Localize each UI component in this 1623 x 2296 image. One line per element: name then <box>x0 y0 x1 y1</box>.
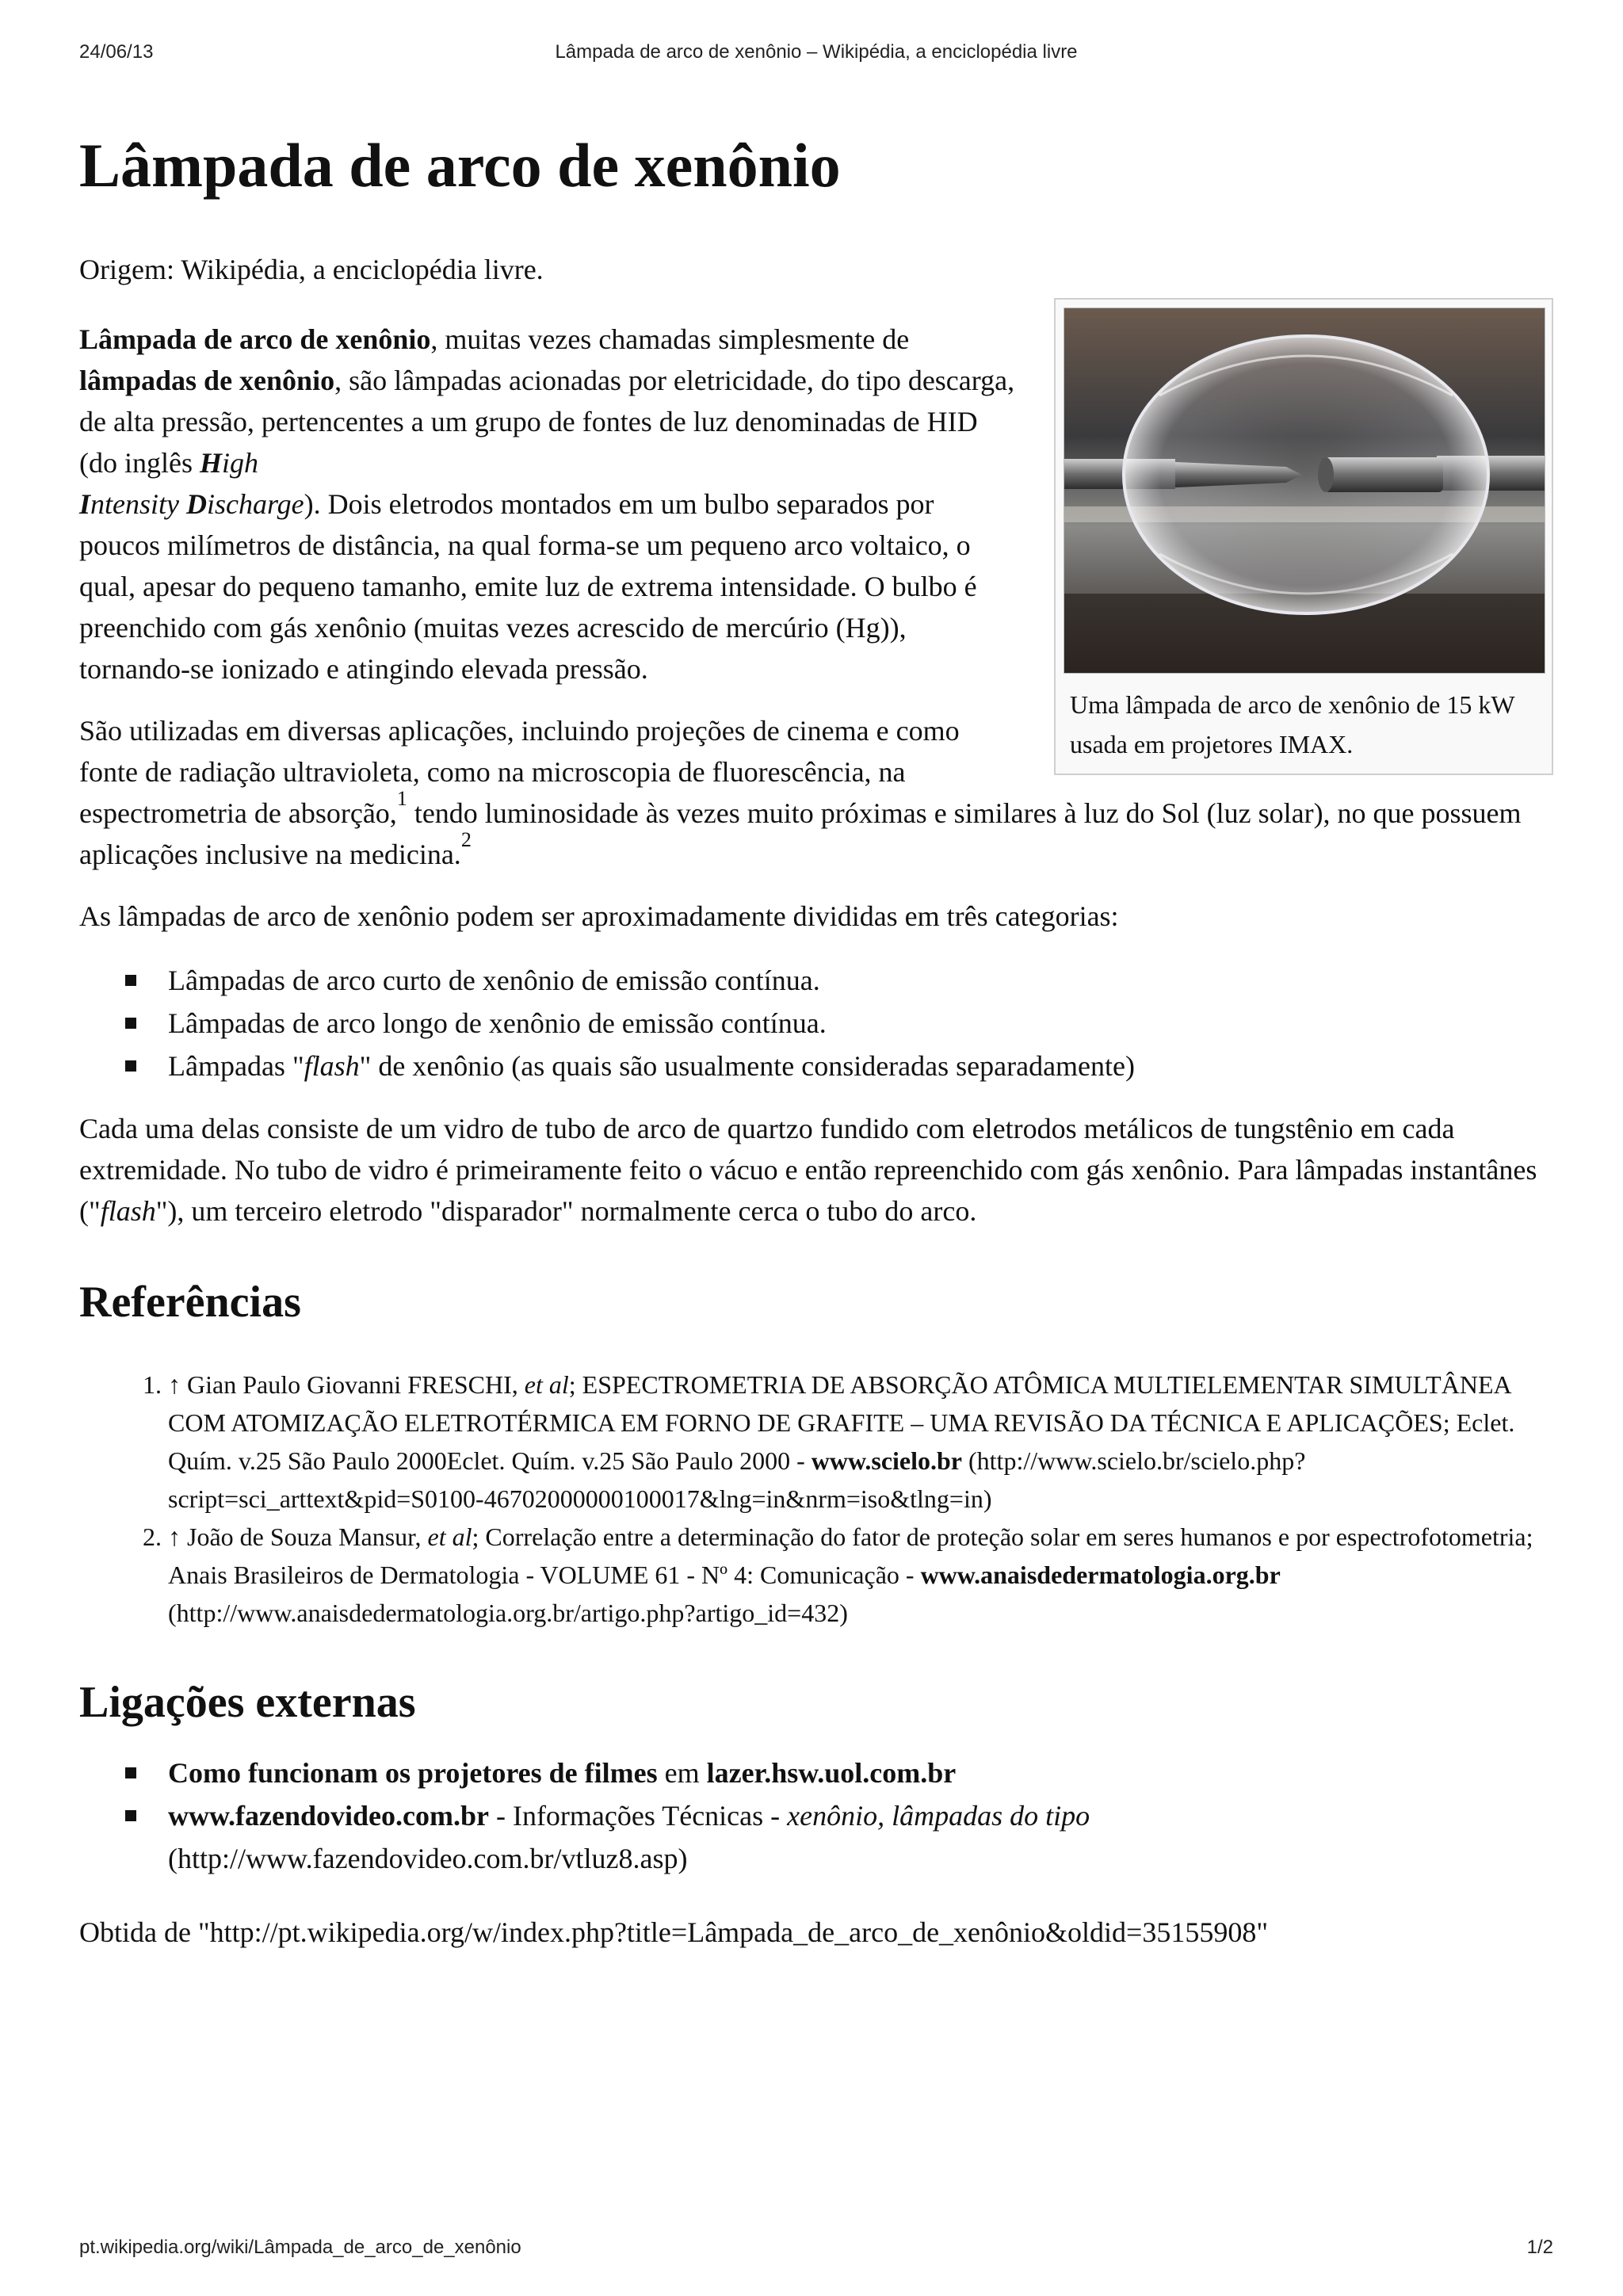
list-item <box>124 1794 1553 1880</box>
external-url: (http://www.fazendovideo.com.br/vtluz8.asp) <box>168 1842 688 1874</box>
footnote-ref-1[interactable]: 1 <box>396 786 407 810</box>
external-link[interactable]: lazer.hsw.uol.com.br <box>706 1756 957 1789</box>
print-page-title: Lâmpada de arco de xenônio – Wikipédia, a enciclopédia livre <box>555 41 1078 63</box>
print-page-number: 1/2 <box>1526 2237 1553 2258</box>
intro-text-3: ). Dois eletrodos montados em um bulbo separados por poucos milímetros de distância, na qual forma-se um pequeno arco voltaico, o qual, apesar do pequeno tamanho, emite luz de extrema intensidade. O bulbo é preenchido com gás xenônio (muitas vezes acrescido de mercúrio (Hg)), tornando-se ionizado e atingindo elevada pressão. <box>79 487 977 685</box>
ref-link[interactable]: www.scielo.br <box>811 1446 962 1475</box>
list-item: Lâmpadas de arco curto de xenônio de emissão contínua. <box>124 959 1553 1002</box>
ref-etal: et al <box>524 1370 569 1399</box>
ref-text: ↑ João de Souza Mansur, <box>168 1522 428 1551</box>
categories-list <box>79 959 1553 1087</box>
print-url: pt.wikipedia.org/wiki/Lâmpada_de_arco_de_xenônio <box>79 2237 521 2258</box>
external-text: em <box>657 1756 707 1789</box>
hid-letter-i: I <box>79 487 91 520</box>
list-item: Lâmpadas de arco longo de xenônio de emissão contínua. <box>124 1002 1553 1045</box>
list-item-text: " de xenônio (as quais são usualmente consideradas separadamente) <box>359 1049 1136 1082</box>
references-heading: Referências <box>79 1277 301 1327</box>
categories-intro: As lâmpadas de arco de xenônio podem ser aproximadamente divididas em três categorias: <box>79 900 1119 932</box>
construction-text-2: "), um terceiro eletrodo "disparador" normalmente cerca o tubo do arco. <box>155 1194 977 1227</box>
ref-text: ↑ Gian Paulo Giovanni FRESCHI, <box>168 1370 525 1399</box>
external-italic: xenônio, lâmpadas do tipo <box>787 1799 1090 1832</box>
hid-igh: igh <box>222 446 259 479</box>
ref-text: ; Correlação entre a determinação do fator de proteção solar em seres humanos e por espectrofotometria; Anais Brasileiros de Dermatologia - VOLUME 61 - Nº 4: Comunicação - <box>168 1522 1533 1589</box>
print-header <box>79 41 1553 73</box>
page-title: Lâmpada de arco de xenônio <box>79 131 841 200</box>
external-links-list <box>79 1752 1553 1880</box>
xenon-lamp-image[interactable] <box>1064 308 1545 674</box>
intro-term-2: lâmpadas de xenônio <box>79 364 335 396</box>
construction-italic: flash <box>100 1194 156 1227</box>
hid-letter-d: D <box>186 487 207 520</box>
list-item-text: Lâmpadas " <box>168 1049 304 1082</box>
image-thumbnail <box>1054 298 1553 775</box>
external-link[interactable]: www.fazendovideo.com.br <box>168 1799 489 1832</box>
obtained-from: Obtida de "http://pt.wikipedia.org/w/index.php?title=Lâmpada_de_arco_de_xenônio&oldid=35155908" <box>79 1916 1269 1948</box>
intro-term: Lâmpada de arco de xenônio <box>79 323 431 355</box>
ref-etal: et al <box>427 1522 472 1551</box>
hid-letter-h: H <box>199 446 222 479</box>
footnote-ref-2[interactable]: 2 <box>460 827 472 851</box>
origin-note: Origem: Wikipédia, a enciclopédia livre. <box>79 253 544 285</box>
applications-text-2: tendo luminosidade às vezes muito próximas e similares à luz do Sol (luz solar), no que possuem aplicações inclusive na medicina. <box>79 797 1522 870</box>
image-caption: Uma lâmpada de arco de xenônio de 15 kW usada em projetores IMAX. <box>1070 690 1514 758</box>
list-item <box>124 1752 1553 1794</box>
references-list <box>79 1366 1553 1632</box>
intro-text-2: , são lâmpadas acionadas por eletricidade, do tipo descarga, de alta pressão, pertencentes a um grupo de fontes de luz denominadas de HID (do inglês <box>79 364 1015 479</box>
list-item <box>124 1045 1553 1087</box>
external-links-heading: Ligações externas <box>79 1677 416 1727</box>
construction-paragraph <box>79 1108 1553 1232</box>
hid-ischarge: ischarge <box>207 487 304 520</box>
external-link[interactable]: Como funcionam os projetores de filmes <box>168 1756 658 1789</box>
reference-item <box>168 1366 1553 1518</box>
ref-text: ; ESPECTROMETRIA DE ABSORÇÃO ATÔMICA MULTIELEMENTAR SIMULTÂNEA COM ATOMIZAÇÃO ELETROTÉRMICA EM FORNO DE GRAFITE – UMA REVISÃO DA TÉCNICA E APLICAÇÕES; Eclet. Quím. v.25 São Paulo 2000Eclet. Quím. v.25 São Paulo 2000 - <box>168 1370 1515 1475</box>
hid-ntensity: ntensity <box>90 487 186 520</box>
ref-link[interactable]: www.anaisdedermatologia.org.br <box>920 1560 1281 1589</box>
external-text: - Informações Técnicas - <box>488 1799 788 1832</box>
ref-url: (http://www.scielo.br/scielo.php?script=sci_arttext&pid=S0100-46702000000100017&lng=in&nrm=iso&tlng=in) <box>168 1446 1306 1513</box>
construction-text-1: Cada uma delas consiste de um vidro de tubo de arco de quartzo fundido com eletrodos metálicos de tungstênio em cada extremidade. No tubo de vidro é primeiramente feito o vácuo e então repreenchido com gás xenônio. Para lâmpadas instantânes (" <box>79 1112 1537 1227</box>
applications-text-1: São utilizadas em diversas aplicações, incluindo projeções de cinema e como fonte de radiação ultravioleta, como na microscopia de fluorescência, na espectrometria de absorção, <box>79 714 960 829</box>
ref-url: (http://www.anaisdedermatologia.org.br/artigo.php?artigo_id=432) <box>168 1598 848 1627</box>
list-item-italic: flash <box>304 1049 360 1082</box>
reference-item <box>168 1518 1553 1632</box>
print-footer <box>79 2237 1553 2268</box>
print-date: 24/06/13 <box>79 41 154 63</box>
article-content <box>79 119 1553 1953</box>
intro-text-1: , muitas vezes chamadas simplesmente de <box>430 323 910 355</box>
